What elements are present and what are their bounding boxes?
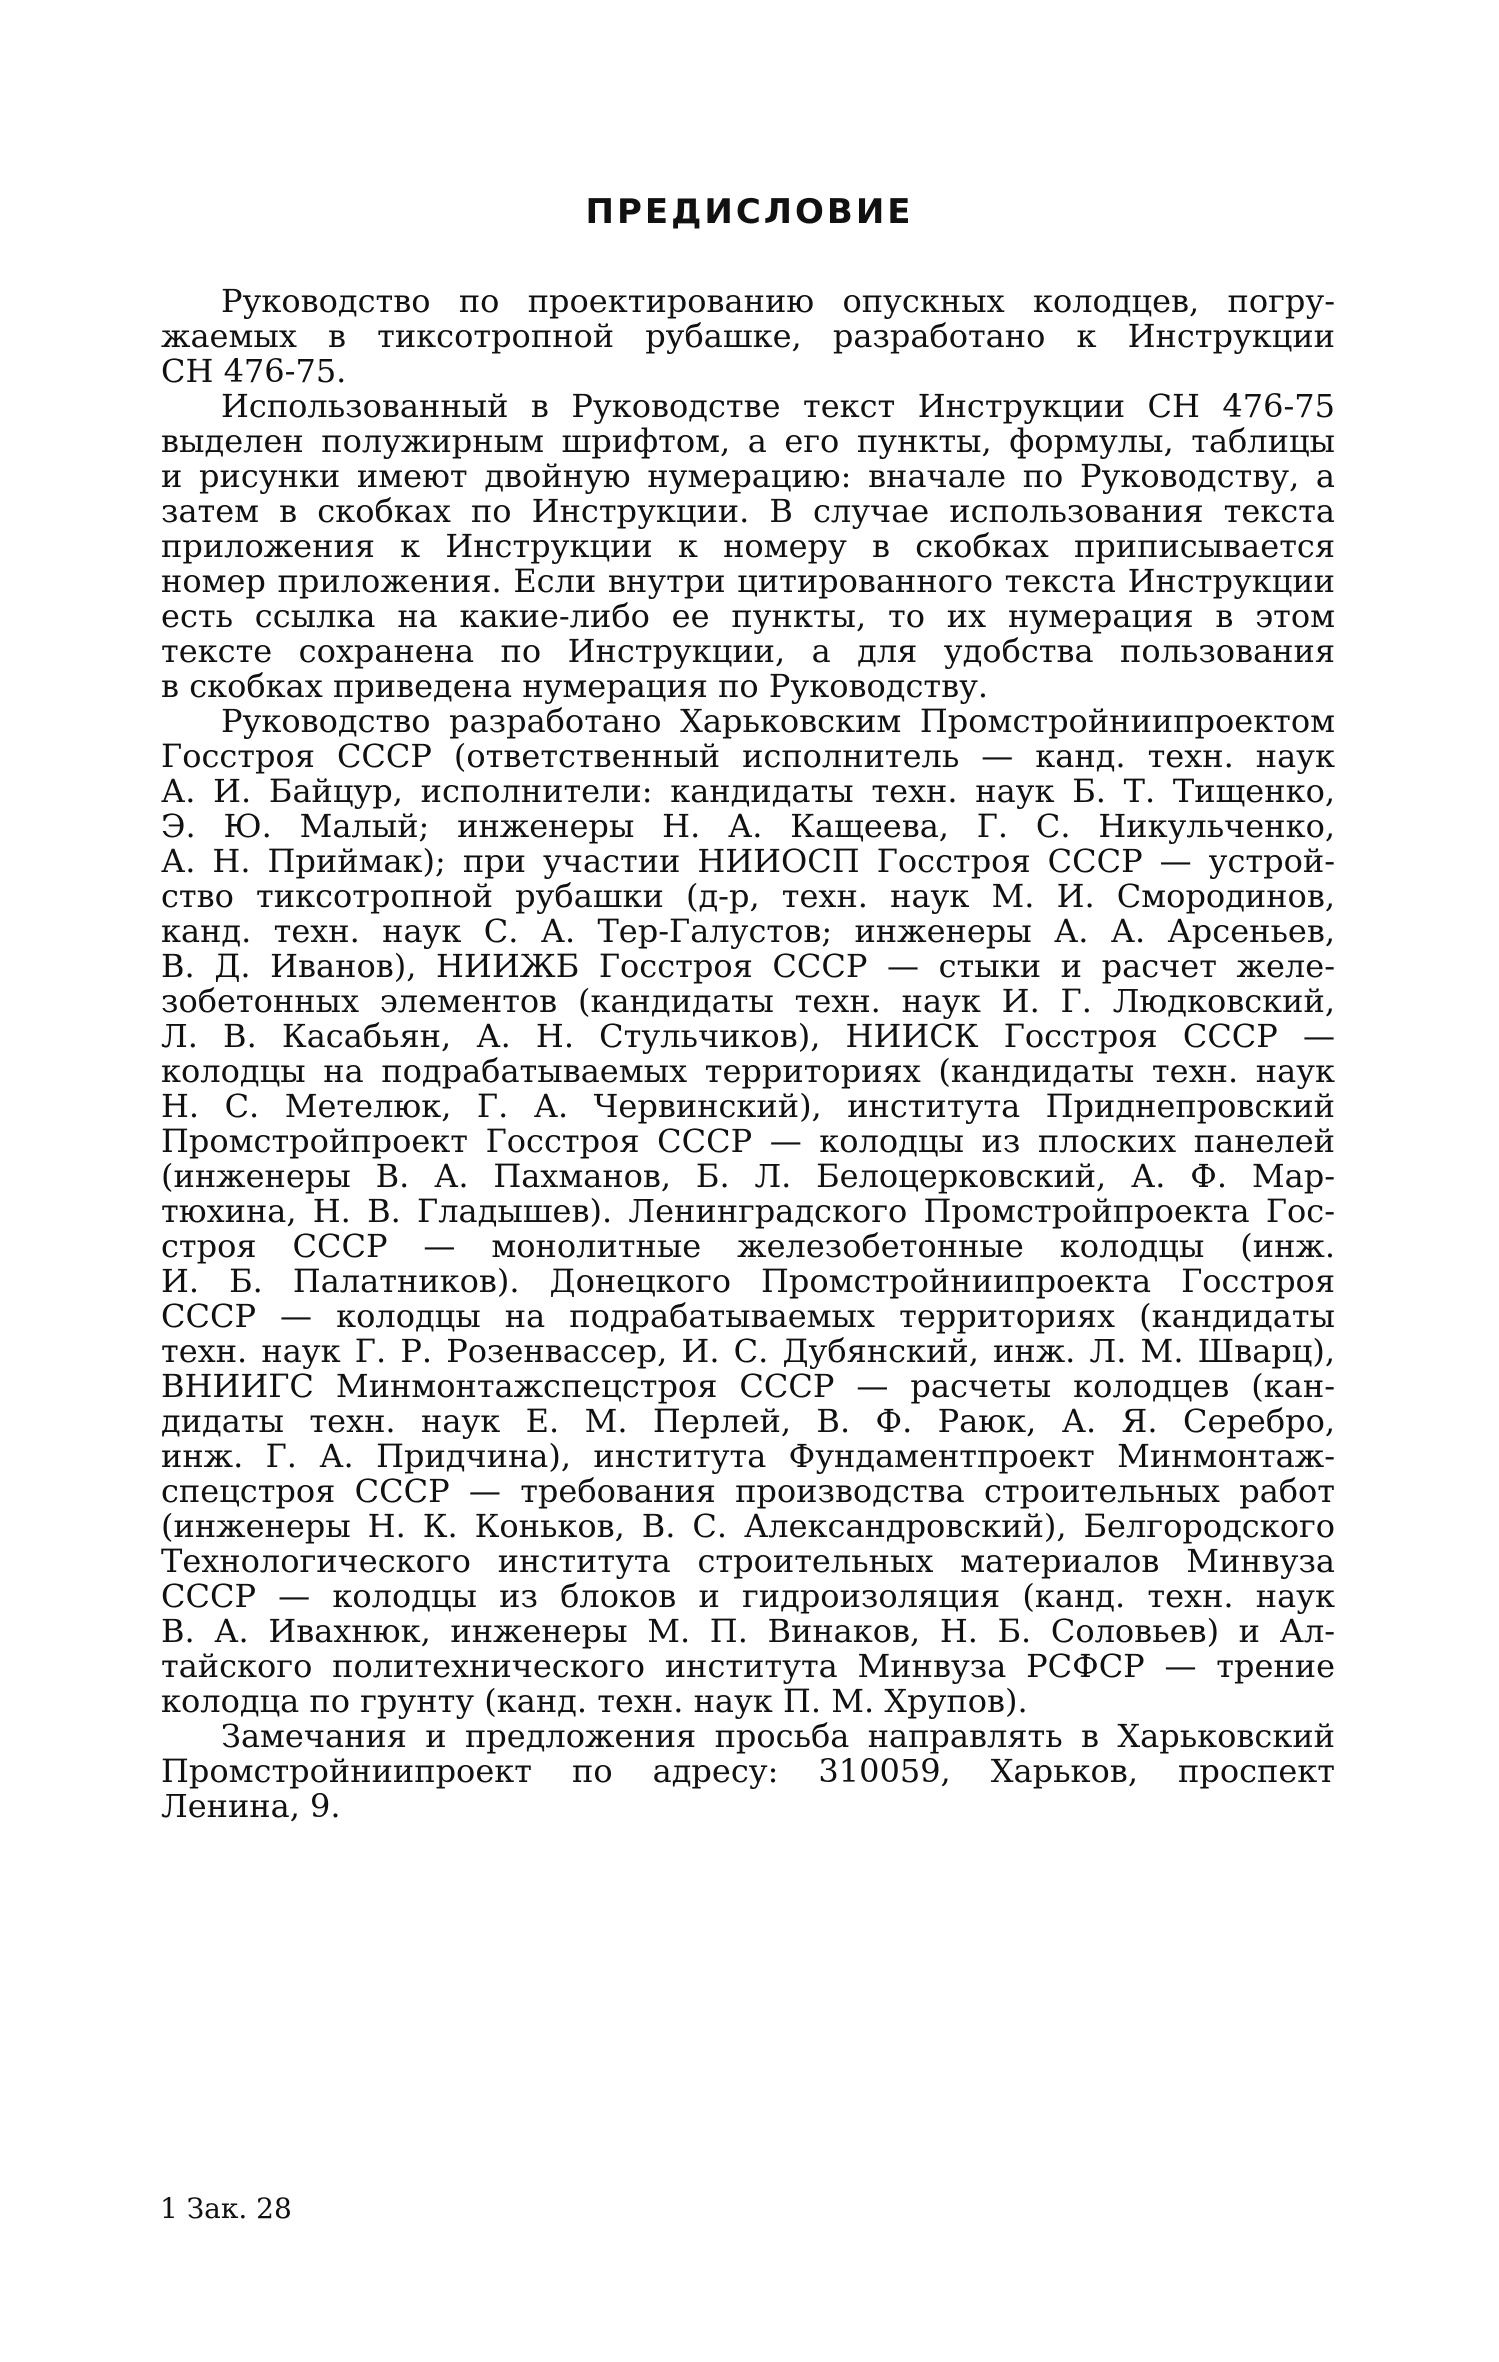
text-line: выделен полужирным шрифтом, а его пункты, формулы, таблицы bbox=[161, 424, 1335, 459]
text-line: И. Б. Палатников). Донецкого Промстройниипроекта Госстроя bbox=[161, 1264, 1335, 1299]
text-line: Госстроя СССР (ответственный исполнитель — канд. техн. наук bbox=[161, 739, 1335, 774]
text-line: Л. В. Касабьян, А. Н. Стульчиков), НИИСК Госстроя СССР — bbox=[161, 1019, 1335, 1054]
text-line: Н. С. Метелюк, Г. А. Червинский), института Приднепровский bbox=[161, 1089, 1335, 1124]
text-line: в скобках приведена нумерация по Руководству. bbox=[161, 669, 989, 704]
text-line: номер приложения. Если внутри цитированного текста Инструкции bbox=[161, 564, 1335, 599]
text-line: (инженеры В. А. Пахманов, Б. Л. Белоцерковский, А. Ф. Мар- bbox=[161, 1159, 1335, 1194]
text-line: А. И. Байцур, исполнители: кандидаты техн. наук Б. Т. Тищенко, bbox=[161, 774, 1335, 809]
text-line: Ленина, 9. bbox=[161, 1789, 341, 1824]
body-text bbox=[161, 284, 1335, 1824]
text-line: Промстройпроект Госстроя СССР — колодцы из плоских панелей bbox=[161, 1124, 1335, 1159]
text-line: ВНИИГС Минмонтажспецстроя СССР — расчеты колодцев (кан- bbox=[161, 1369, 1335, 1404]
paragraph-2 bbox=[161, 389, 1335, 704]
text-line: тюхина, Н. В. Гладышев). Ленинградского Промстройпроекта Гос- bbox=[161, 1194, 1335, 1229]
text-line: СССР — колодцы из блоков и гидроизоляция (канд. техн. наук bbox=[161, 1579, 1335, 1614]
text-line: СССР — колодцы на подрабатываемых территориях (кандидаты bbox=[161, 1299, 1335, 1334]
page-title: ПРЕДИСЛОВИЕ bbox=[585, 192, 914, 232]
text-line: тексте сохранена по Инструкции, а для удобства пользования bbox=[161, 634, 1335, 669]
text-line: Руководство по проектированию опускных колодцев, погру- bbox=[221, 284, 1335, 319]
text-line: СН 476-75. bbox=[161, 354, 347, 389]
text-line: колодца по грунту (канд. техн. наук П. М. Хрупов). bbox=[161, 1684, 1028, 1719]
text-line: техн. наук Г. Р. Розенвассер, И. С. Дубянский, инж. Л. М. Шварц), bbox=[161, 1334, 1335, 1369]
text-line: спецстроя СССР — требования производства строительных работ bbox=[161, 1474, 1335, 1509]
text-line: Руководство разработано Харьковским Промстройниипроектом bbox=[221, 704, 1335, 739]
text-line: В. А. Ивахнюк, инженеры М. П. Винаков, Н. Б. Соловьев) и Ал- bbox=[161, 1614, 1335, 1649]
text-line: (инженеры Н. К. Коньков, В. С. Александровский), Белгородского bbox=[161, 1509, 1335, 1544]
text-line: Использованный в Руководстве текст Инструкции СН 476-75 bbox=[221, 389, 1335, 424]
text-line: и рисунки имеют двойную нумерацию: вначале по Руководству, а bbox=[161, 459, 1335, 494]
text-line: тайского политехнического института Минвуза РСФСР — трение bbox=[161, 1649, 1335, 1684]
text-line: А. Н. Приймак); при участии НИИОСП Госстроя СССР — устрой- bbox=[161, 844, 1335, 879]
text-line: инж. Г. А. Придчина), института Фундаментпроект Минмонтаж- bbox=[161, 1439, 1335, 1474]
text-line: Замечания и предложения просьба направлять в Харьковский bbox=[221, 1719, 1335, 1754]
text-line: Технологического института строительных материалов Минвуза bbox=[161, 1544, 1335, 1579]
text-line: дидаты техн. наук Е. М. Перлей, В. Ф. Раюк, А. Я. Серебро, bbox=[161, 1404, 1335, 1439]
paragraph-1 bbox=[161, 284, 1335, 389]
text-line: Промстройниипроект по адресу: 310059, Харьков, проспект bbox=[161, 1754, 1335, 1789]
text-line: ство тиксотропной рубашки (д-р, техн. наук М. И. Смородинов, bbox=[161, 879, 1335, 914]
text-line: приложения к Инструкции к номеру в скобках приписывается bbox=[161, 529, 1335, 564]
text-line: колодцы на подрабатываемых территориях (кандидаты техн. наук bbox=[161, 1054, 1335, 1089]
footer-order-number: 1 Зак. 28 bbox=[160, 2192, 292, 2225]
text-line: затем в скобках по Инструкции. В случае использования текста bbox=[161, 494, 1335, 529]
text-line: В. Д. Иванов), НИИЖБ Госстроя СССР — стыки и расчет желе- bbox=[161, 949, 1335, 984]
text-line: строя СССР — монолитные железобетонные колодцы (инж. bbox=[161, 1229, 1335, 1264]
text-line: Э. Ю. Малый; инженеры Н. А. Кащеева, Г. С. Никульченко, bbox=[161, 809, 1335, 844]
text-line: есть ссылка на какие-либо ее пункты, то их нумерация в этом bbox=[161, 599, 1335, 634]
text-line: жаемых в тиксотропной рубашке, разработано к Инструкции bbox=[161, 319, 1335, 354]
text-line: зобетонных элементов (кандидаты техн. наук И. Г. Людковский, bbox=[161, 984, 1335, 1019]
paragraph-4 bbox=[161, 1719, 1335, 1824]
paragraph-3 bbox=[161, 704, 1335, 1719]
text-line: канд. техн. наук С. А. Тер-Галустов; инженеры А. А. Арсеньев, bbox=[161, 914, 1335, 949]
